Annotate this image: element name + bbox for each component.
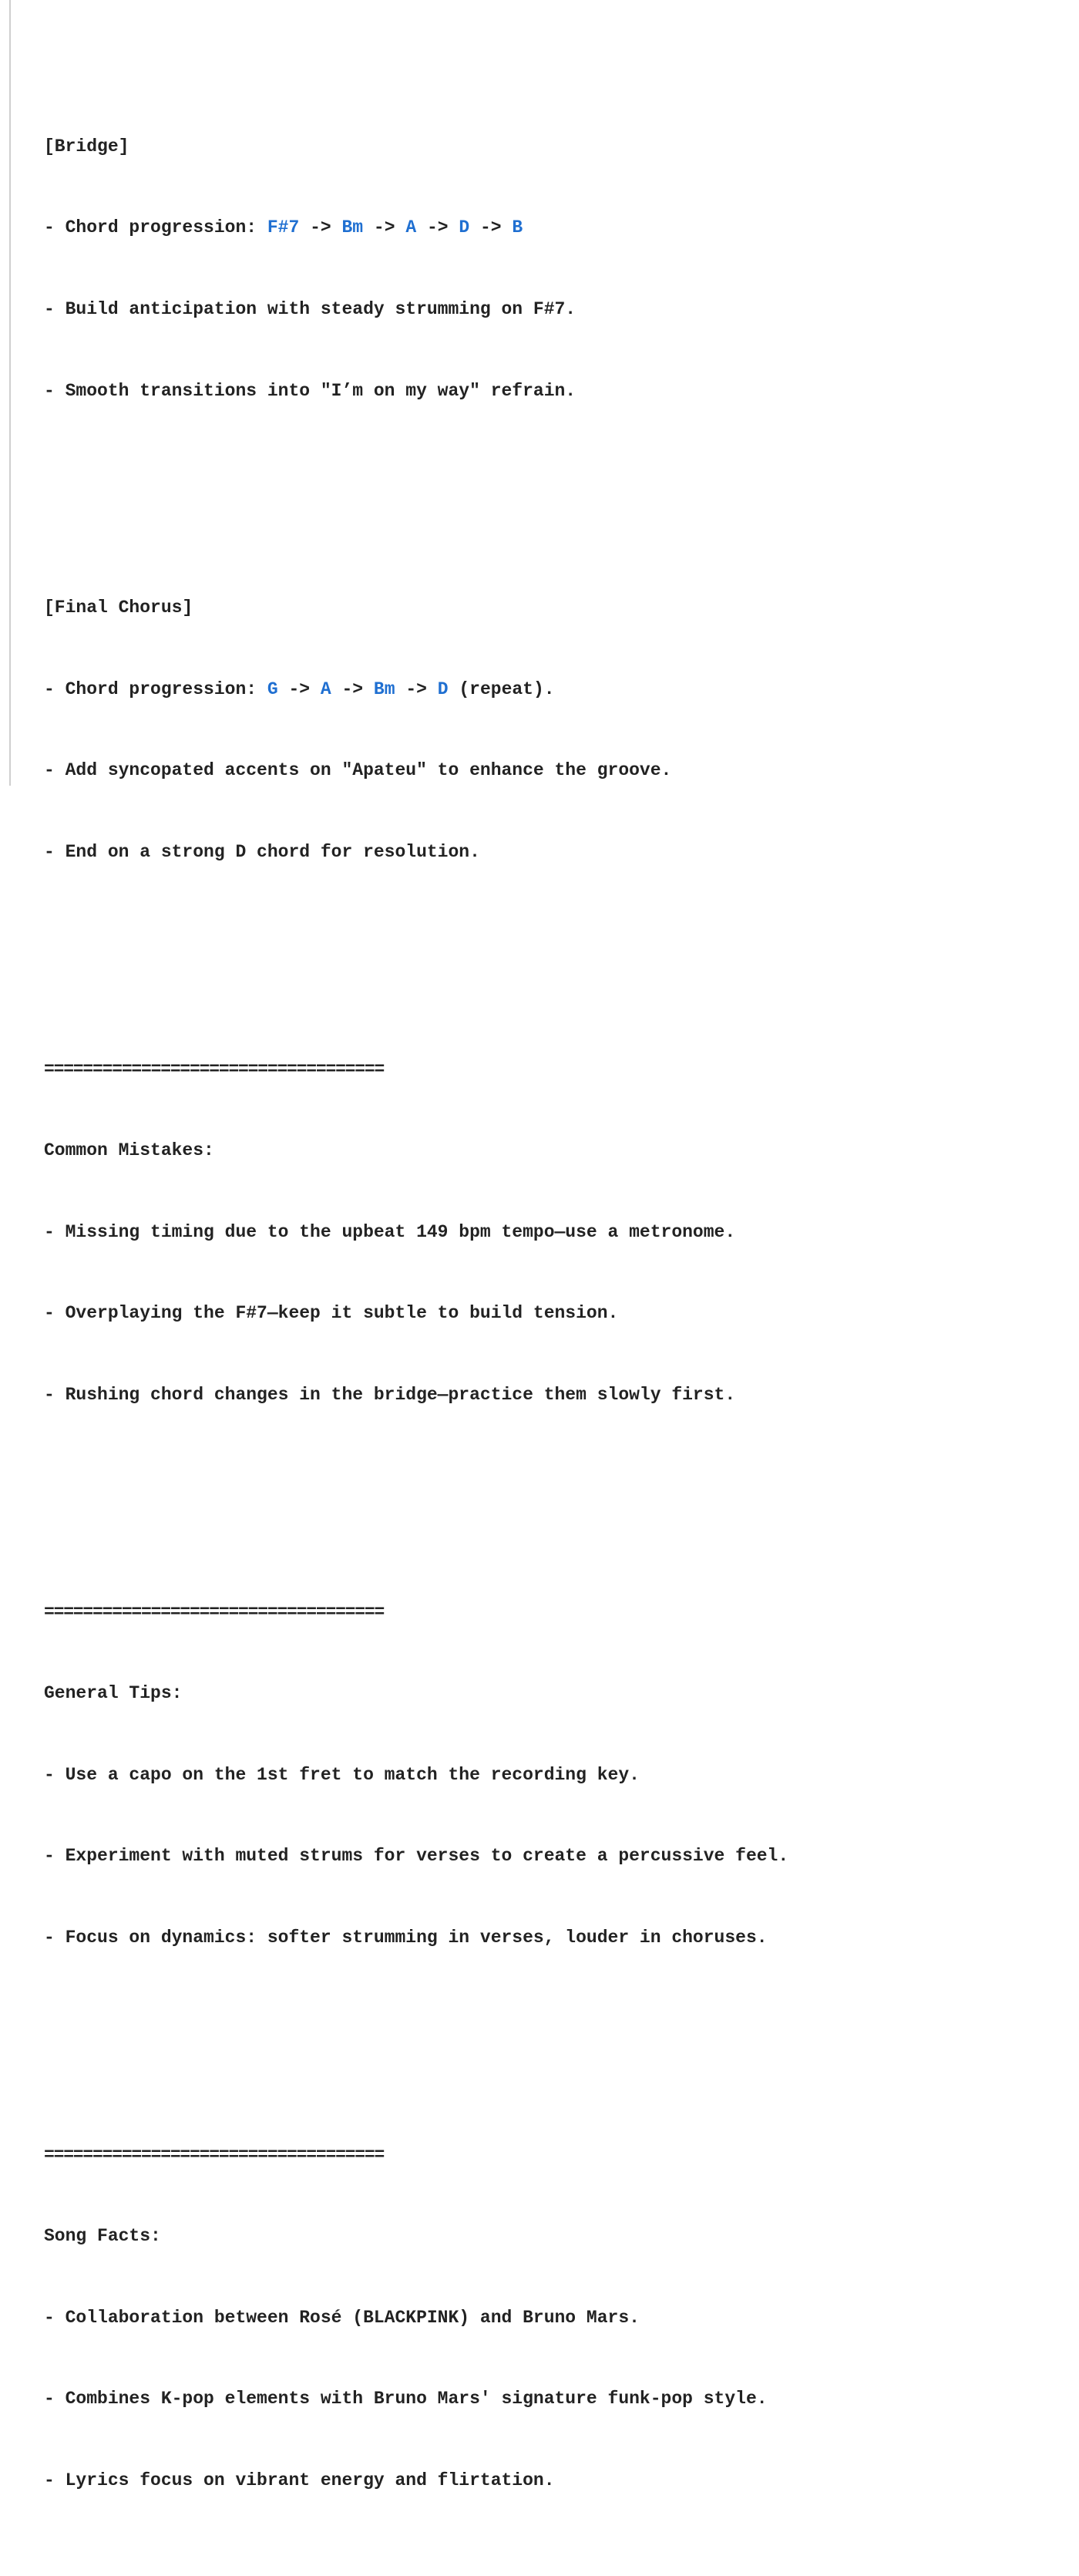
progression-label: - Chord progression: bbox=[44, 679, 267, 699]
arrow: -> bbox=[416, 217, 459, 238]
bullet-line: - Collaboration between Rosé (BLACKPINK) and Bruno Mars. bbox=[44, 2307, 640, 2328]
section-heading-final-chorus: [Final Chorus] bbox=[44, 598, 193, 618]
chord: Bm bbox=[373, 679, 395, 699]
bullet-line: - Add syncopated accents on "Apateu" to enhance the groove. bbox=[44, 760, 672, 781]
progression-label: - Chord progression: bbox=[44, 217, 267, 238]
spacer bbox=[44, 2006, 1064, 2033]
chord: G bbox=[267, 679, 278, 699]
document-content bbox=[44, 25, 1064, 2576]
bullet-line: - Overplaying the F#7—keep it subtle to build tension. bbox=[44, 1303, 619, 1324]
chord: F#7 bbox=[267, 217, 300, 238]
chord: A bbox=[320, 679, 331, 699]
chord: B bbox=[512, 217, 523, 238]
bullet-line: - Focus on dynamics: softer strumming in verses, louder in choruses. bbox=[44, 1927, 768, 1948]
chord: Bm bbox=[341, 217, 364, 238]
spacer bbox=[44, 921, 1064, 948]
section-heading-song-facts: Song Facts: bbox=[44, 2226, 161, 2247]
separator-line: =================================== bbox=[44, 1601, 385, 1622]
bullet-line: - End on a strong D chord for resolution. bbox=[44, 841, 480, 862]
arrow: -> bbox=[299, 217, 342, 238]
separator-line: =================================== bbox=[44, 2144, 385, 2165]
chord: A bbox=[405, 217, 417, 238]
arrow: -> bbox=[363, 217, 406, 238]
section-heading-common-mistakes: Common Mistakes: bbox=[44, 1140, 214, 1161]
arrow: -> bbox=[277, 679, 321, 699]
document-page bbox=[9, 0, 1079, 2490]
bridge-chord-progression bbox=[44, 214, 1064, 241]
spacer bbox=[44, 1463, 1064, 1490]
arrow: -> bbox=[395, 679, 438, 699]
bullet-line: - Experiment with muted strums for verses to create a percussive feel. bbox=[44, 1846, 789, 1867]
bullet-line: - Smooth transitions into "I’m on my way" refrain. bbox=[44, 380, 576, 401]
bullet-line: - Combines K-pop elements with Bruno Mars' signature funk-pop style. bbox=[44, 2389, 768, 2409]
bullet-line: - Lyrics focus on vibrant energy and flirtation. bbox=[44, 2470, 555, 2490]
bullet-line: - Build anticipation with steady strumming on F#7. bbox=[44, 299, 576, 319]
final-chorus-chord-progression bbox=[44, 676, 1064, 703]
bullet-line: - Rushing chord changes in the bridge—practice them slowly first. bbox=[44, 1384, 736, 1405]
separator-line: =================================== bbox=[44, 1059, 385, 1079]
chord: D bbox=[437, 679, 449, 699]
section-heading-general-tips: General Tips: bbox=[44, 1683, 183, 1704]
bullet-line: - Missing timing due to the upbeat 149 bpm tempo—use a metronome. bbox=[44, 1221, 736, 1242]
chord: D bbox=[459, 217, 470, 238]
progression-suffix: (repeat). bbox=[448, 679, 555, 699]
arrow: -> bbox=[469, 217, 513, 238]
spacer bbox=[44, 459, 1064, 486]
arrow: -> bbox=[331, 679, 374, 699]
section-heading-bridge: [Bridge] bbox=[44, 136, 129, 157]
bullet-line: - Use a capo on the 1st fret to match the recording key. bbox=[44, 1764, 640, 1785]
